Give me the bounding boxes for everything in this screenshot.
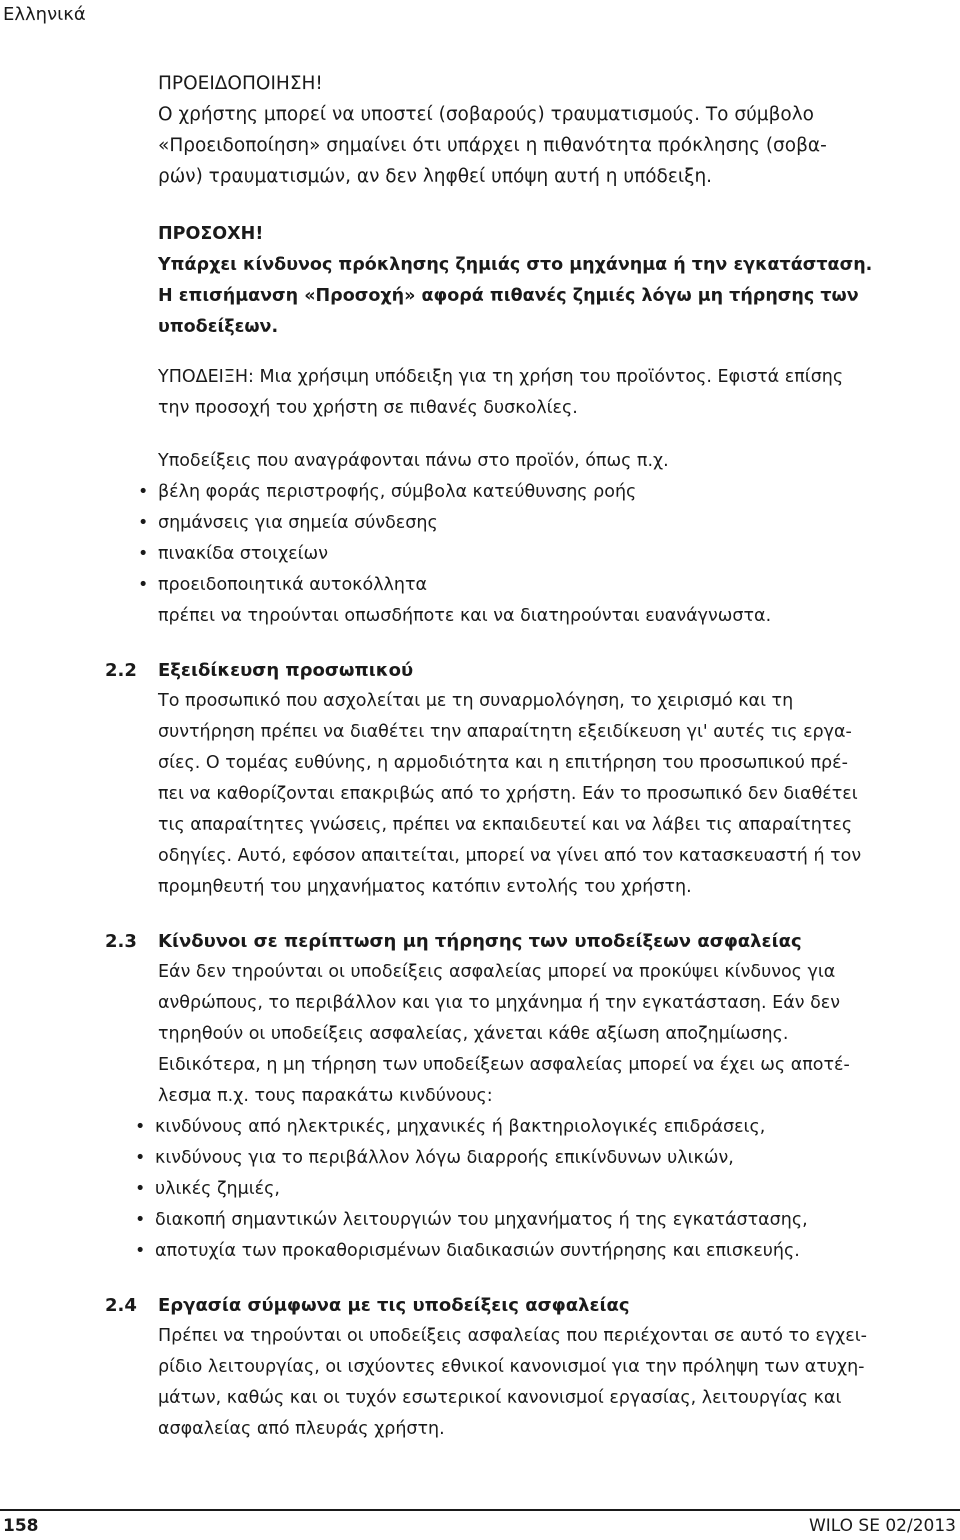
note-line: την προσοχή του χρήστη σε πιθανές δυσκολίες. [158,398,578,418]
section-number: 2.4 [105,1295,137,1316]
section-number: 2.3 [105,931,137,952]
caution-line: Η επισήμανση «Προσοχή» αφορά πιθανές ζημιές λόγω μη τήρησης των [158,286,859,306]
list-item: • προειδοποιητικά αυτοκόλλητα [138,570,958,601]
section-number: 2.2 [105,660,137,681]
paragraph-line: Εάν δεν τηρούνται οι υποδείξεις ασφαλείας μπορεί να προκύψει κίνδυνος για [158,962,836,982]
bullet-icon: • [138,544,149,564]
publisher-info: WILO SE 02/2013 [808,1516,956,1536]
warning-title: ΠΡΟΕΙΔΟΠΟΙΗΣΗ! [158,73,323,94]
paragraph-line: τηρηθούν οι υποδείξεις ασφαλείας, χάνεται κάθε αξίωση αποζημίωσης. [158,1024,789,1044]
paragraph-line: Ειδικότερα, η μη τήρηση των υποδείξεων ασφαλείας μπορεί να έχει ως αποτέ- [158,1055,850,1075]
paragraph-line: Πρέπει να τηρούνται οι υποδείξεις ασφαλείας που περιέχονται σε αυτό το εγχει- [158,1326,867,1346]
section-title: Εξειδίκευση προσωπικού [158,660,414,681]
paragraph-line: τις απαραίτητες γνώσεις, πρέπει να εκπαιδευτεί και να λάβει τις απαραίτητες [158,815,853,835]
paragraph-line: οδηγίες. Αυτό, εφόσον απαιτείται, μπορεί να γίνει από τον κατασκευαστή ή τον [158,846,862,866]
bullet-icon: • [135,1210,146,1230]
paragraph-line: μάτων, καθώς και οι τυχόν εσωτερικοί κανονισμοί εργασίας, λειτουργίας και [158,1388,842,1408]
section-2-3-body [158,957,958,1112]
caution-title: ΠΡΟΣΟΧΗ! [158,224,264,244]
footer-divider [0,1509,960,1511]
product-notes-intro-text: Υποδείξεις που αναγράφονται πάνω στο προϊόν, όπως π.χ. [158,451,669,471]
warning-line: «Προειδοποίηση» σημαίνει ότι υπάρχει η πιθανότητα πρόκλησης (σοβα- [158,135,827,156]
caution-line: Υπάρχει κίνδυνος πρόκλησης ζημιάς στο μηχάνημα ή την εγκατάσταση. [158,255,873,275]
caution-line: υποδείξεων. [158,317,279,337]
paragraph-line: πει να καθορίζονται επακριβώς από το χρήστη. Εάν το προσωπικό δεν διαθέτει [158,784,858,804]
product-notes-closing [158,601,958,632]
list-item: • αποτυχία των προκαθορισμένων διαδικασιών συντήρησης και επισκευής. [135,1236,955,1267]
list-item: • σημάνσεις για σημεία σύνδεσης [138,508,958,539]
section-2-2-body [158,686,958,903]
product-notes-list [138,477,958,601]
section-title: Εργασία σύμφωνα με τις υποδείξεις ασφαλείας [158,1295,630,1316]
language-label: Ελληνικά [3,4,86,25]
bullet-icon: • [135,1148,146,1168]
warning-line: Ο χρήστης μπορεί να υποστεί (σοβαρούς) τραυματισμούς. Το σύμβολο [158,104,814,125]
paragraph-line: ρίδιο λειτουργίας, οι ισχύοντες εθνικοί κανονισμοί για την πρόληψη των ατυχη- [158,1357,865,1377]
section-title: Κίνδυνοι σε περίπτωση μη τήρησης των υποδείξεων ασφαλείας [158,931,802,952]
paragraph-line: Το προσωπικό που ασχολείται με τη συναρμολόγηση, το χειρισμό και τη [158,691,794,711]
bullet-icon: • [138,575,149,595]
section-2-4-body [158,1321,958,1445]
note-line: ΥΠΟΔΕΙΞΗ: Μια χρήσιμη υπόδειξη για τη χρήση του προϊόντος. Εφιστά επίσης [158,367,844,387]
paragraph-line: σίες. Ο τομέας ευθύνης, η αρμοδιότητα και η επιτήρηση του προσωπικού πρέ- [158,753,848,773]
paragraph-line: λεσμα π.χ. τους παρακάτω κινδύνους: [158,1086,493,1106]
paragraph-line: συντήρηση πρέπει να διαθέτει την απαραίτητη εξειδίκευση γι' αυτές τις εργα- [158,722,852,742]
bullet-icon: • [135,1117,146,1137]
product-notes-closing-text: πρέπει να τηρούνται οπωσδήποτε και να διατηρούνται ευανάγνωστα. [158,606,772,626]
paragraph-line: ασφαλείας από πλευράς χρήστη. [158,1419,445,1439]
list-item: • διακοπή σημαντικών λειτουργιών του μηχανήματος ή της εγκατάστασης, [135,1205,955,1236]
section-2-3-list [135,1112,955,1267]
note-block [158,362,958,424]
bullet-icon: • [138,482,149,502]
page-number: 158 [3,1516,39,1536]
bullet-icon: • [138,513,149,533]
list-item: • πινακίδα στοιχείων [138,539,958,570]
list-item: • κινδύνους από ηλεκτρικές, μηχανικές ή βακτηριολογικές επιδράσεις, [135,1112,955,1143]
paragraph-line: ανθρώπους, το περιβάλλον και για το μηχάνημα ή την εγκατάσταση. Εάν δεν [158,993,841,1013]
product-notes-intro [158,446,958,477]
warning-line: ρών) τραυματισμών, αν δεν ληφθεί υπόψη αυτή η υπόδειξη. [158,166,713,187]
caution-block [158,219,958,343]
list-item: • κινδύνους για το περιβάλλον λόγω διαρροής επικίνδυνων υλικών, [135,1143,955,1174]
list-item: • βέλη φοράς περιστροφής, σύμβολα κατεύθυνσης ροής [138,477,958,508]
warning-block [158,68,958,192]
paragraph-line: προμηθευτή του μηχανήματος κατόπιν εντολής του χρήστη. [158,877,692,897]
list-item: • υλικές ζημιές, [135,1174,955,1205]
bullet-icon: • [135,1241,146,1261]
bullet-icon: • [135,1179,146,1199]
